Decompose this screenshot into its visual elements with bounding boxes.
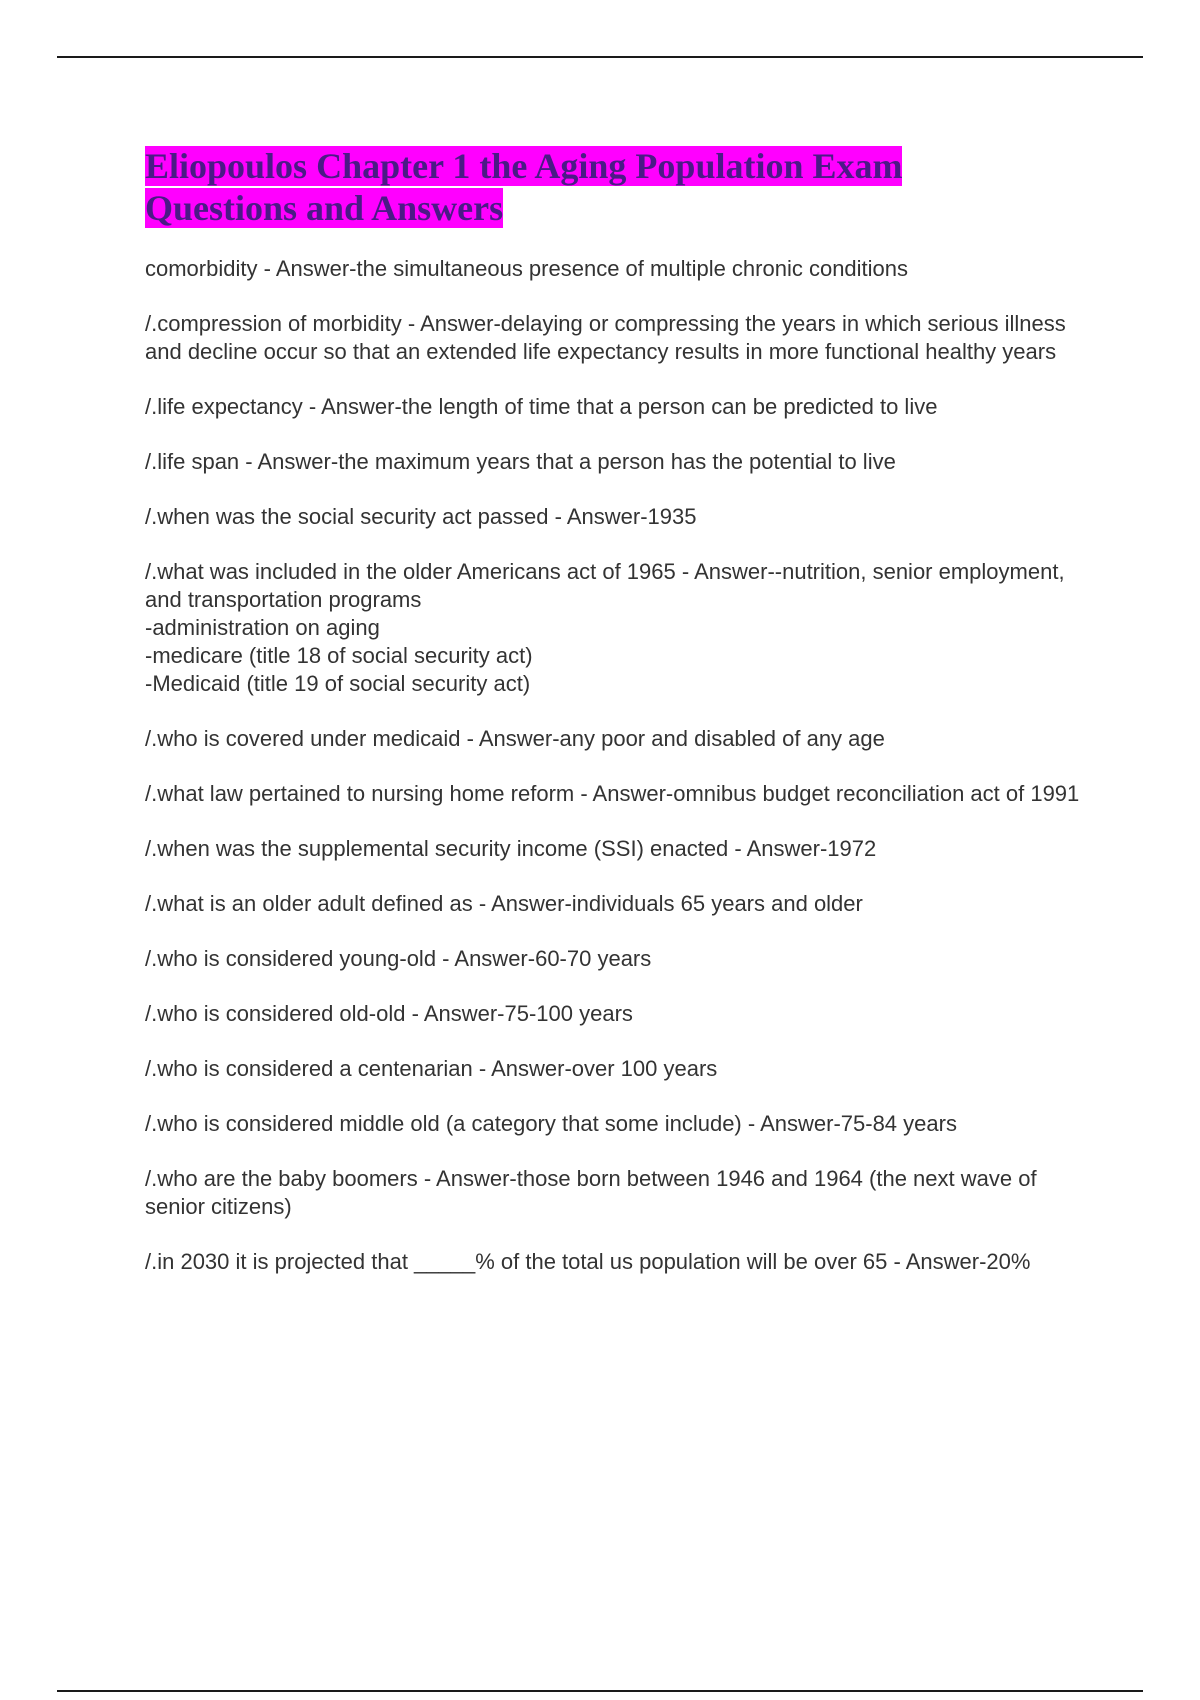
qa-entry — [145, 1248, 1090, 1276]
qa-entry — [145, 1110, 1090, 1138]
qa-entry-line: /.who is considered a centenarian - Answer-over 100 years — [145, 1056, 718, 1081]
qa-entry — [145, 945, 1090, 973]
qa-entry-line: comorbidity - Answer-the simultaneous presence of multiple chronic conditions — [145, 256, 909, 281]
qa-entry — [145, 780, 1090, 808]
qa-entry-line: /.who is considered old-old - Answer-75-100 years — [145, 1001, 633, 1026]
qa-entry-line: /.in 2030 it is projected that _____% of the total us population will be over 65 - Answer-20% — [145, 1249, 1031, 1274]
qa-entry-line: /.life span - Answer-the maximum years that a person has the potential to live — [145, 449, 896, 474]
qa-entry — [145, 448, 1090, 476]
qa-entry — [145, 558, 1090, 698]
qa-entry-line: /.when was the social security act passed - Answer-1935 — [145, 504, 697, 529]
qa-entry — [145, 503, 1090, 531]
qa-entry-line: /.when was the supplemental security income (SSI) enacted - Answer-1972 — [145, 836, 877, 861]
qa-entry — [145, 1000, 1090, 1028]
qa-entry — [145, 310, 1090, 366]
qa-entry-line: /.what was included in the older Americans act of 1965 - Answer--nutrition, senior employment, and transportation programs — [145, 559, 1065, 612]
qa-entry-line: /.who is considered middle old (a category that some include) - Answer-75-84 years — [145, 1111, 957, 1136]
document-title — [145, 145, 945, 229]
document-body — [145, 145, 1090, 1303]
qa-entry-line: /.who are the baby boomers - Answer-those born between 1946 and 1964 (the next wave of senior citizens) — [145, 1166, 1037, 1219]
qa-entry — [145, 1055, 1090, 1083]
qa-entry — [145, 393, 1090, 421]
bottom-rule — [57, 1690, 1143, 1692]
qa-entry-line: /.who is considered young-old - Answer-60-70 years — [145, 946, 652, 971]
qa-entry — [145, 835, 1090, 863]
qa-entry — [145, 725, 1090, 753]
title-highlight: Eliopoulos Chapter 1 the Aging Population Exam Questions and Answers — [145, 146, 903, 228]
qa-entry — [145, 1165, 1090, 1221]
qa-entry-line: -Medicaid (title 19 of social security act) — [145, 671, 531, 696]
qa-entry-line: /.who is covered under medicaid - Answer-any poor and disabled of any age — [145, 726, 885, 751]
qa-entry-line: -medicare (title 18 of social security act) — [145, 643, 533, 668]
qa-list — [145, 255, 1090, 1276]
qa-entry-line: /.what is an older adult defined as - Answer-individuals 65 years and older — [145, 891, 863, 916]
qa-entry-line: /.what law pertained to nursing home reform - Answer-omnibus budget reconciliation act of 1991 — [145, 781, 1080, 806]
qa-entry-line: /.compression of morbidity - Answer-delaying or compressing the years in which serious illness and decline occur so that an extended life expectancy results in more functional healthy years — [145, 311, 1066, 364]
qa-entry — [145, 255, 1090, 283]
top-rule — [57, 56, 1143, 58]
qa-entry — [145, 890, 1090, 918]
qa-entry-line: -administration on aging — [145, 615, 380, 640]
qa-entry-line: /.life expectancy - Answer-the length of time that a person can be predicted to live — [145, 394, 938, 419]
